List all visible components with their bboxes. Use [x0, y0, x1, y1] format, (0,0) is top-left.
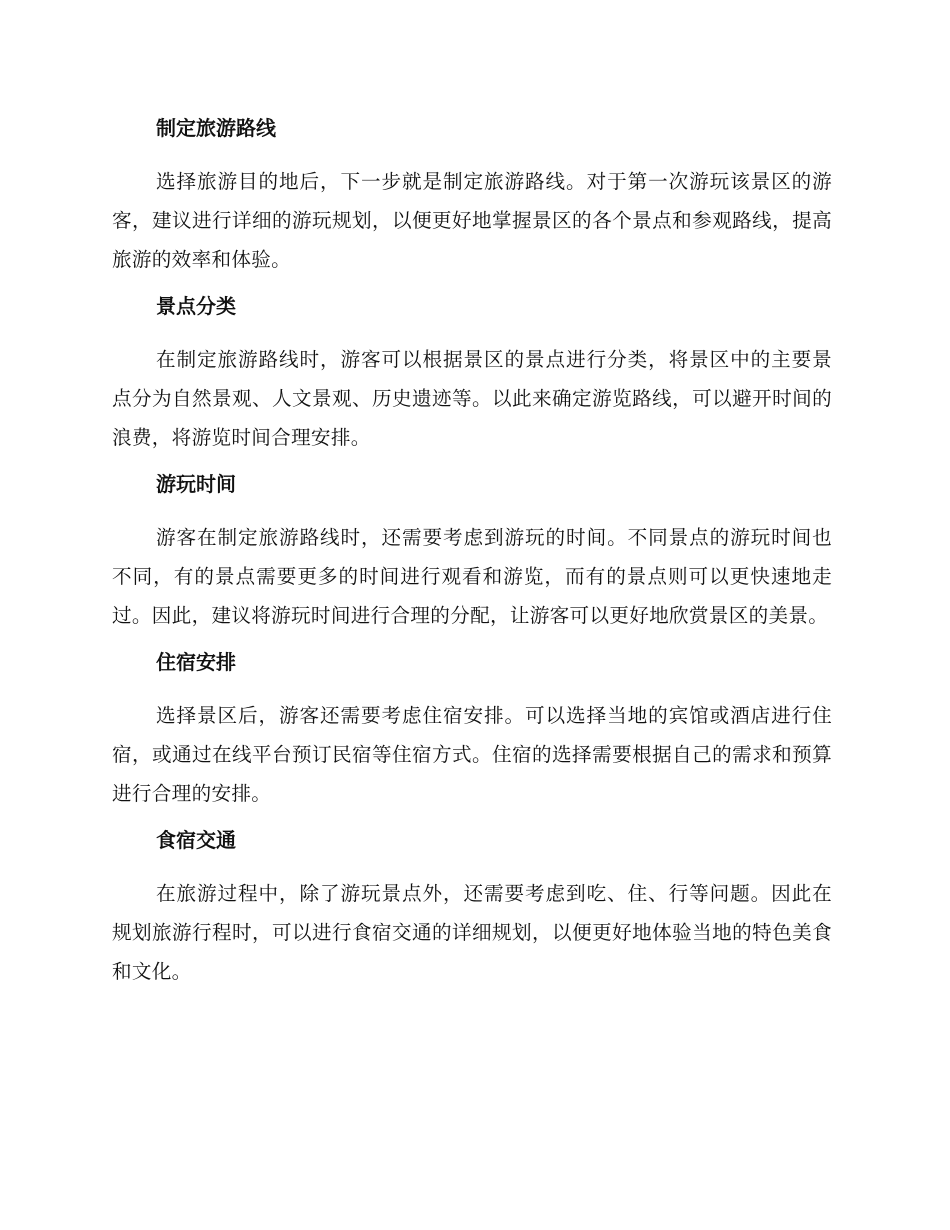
section-heading: 食宿交通 [156, 828, 236, 852]
document-page [112, 107, 832, 997]
section-heading: 景点分类 [156, 294, 236, 318]
section-travel-route [112, 107, 832, 279]
section-accommodation [112, 641, 832, 813]
section-food-lodging-transport [112, 819, 832, 991]
section-heading: 游玩时间 [156, 472, 236, 496]
section-visit-time [112, 463, 832, 635]
section-heading: 住宿安排 [156, 650, 236, 674]
section-paragraph: 在旅游过程中，除了游玩景点外，还需要考虑到吃、住、行等问题。因此在规划旅游行程时，可以进行食宿交通的详细规划，以便更好地体验当地的特色美食和文化。 [112, 882, 832, 983]
section-paragraph: 选择景区后，游客还需要考虑住宿安排。可以选择当地的宾馆或酒店进行住宿，或通过在线平台预订民宿等住宿方式。住宿的选择需要根据自己的需求和预算进行合理的安排。 [112, 704, 832, 805]
section-heading: 制定旅游路线 [156, 116, 276, 140]
section-paragraph: 选择旅游目的地后，下一步就是制定旅游路线。对于第一次游玩该景区的游客，建议进行详细的游玩规划，以便更好地掌握景区的各个景点和参观路线，提高旅游的效率和体验。 [112, 170, 832, 271]
section-paragraph: 游客在制定旅游路线时，还需要考虑到游玩的时间。不同景点的游玩时间也不同，有的景点需要更多的时间进行观看和游览，而有的景点则可以更快速地走过。因此，建议将游玩时间进行合理的分配，让游客可以更好地欣赏景区的美景。 [112, 526, 832, 627]
section-attraction-categories [112, 285, 832, 457]
section-paragraph: 在制定旅游路线时，游客可以根据景区的景点进行分类，将景区中的主要景点分为自然景观、人文景观、历史遗迹等。以此来确定游览路线，可以避开时间的浪费，将游览时间合理安排。 [112, 348, 832, 449]
